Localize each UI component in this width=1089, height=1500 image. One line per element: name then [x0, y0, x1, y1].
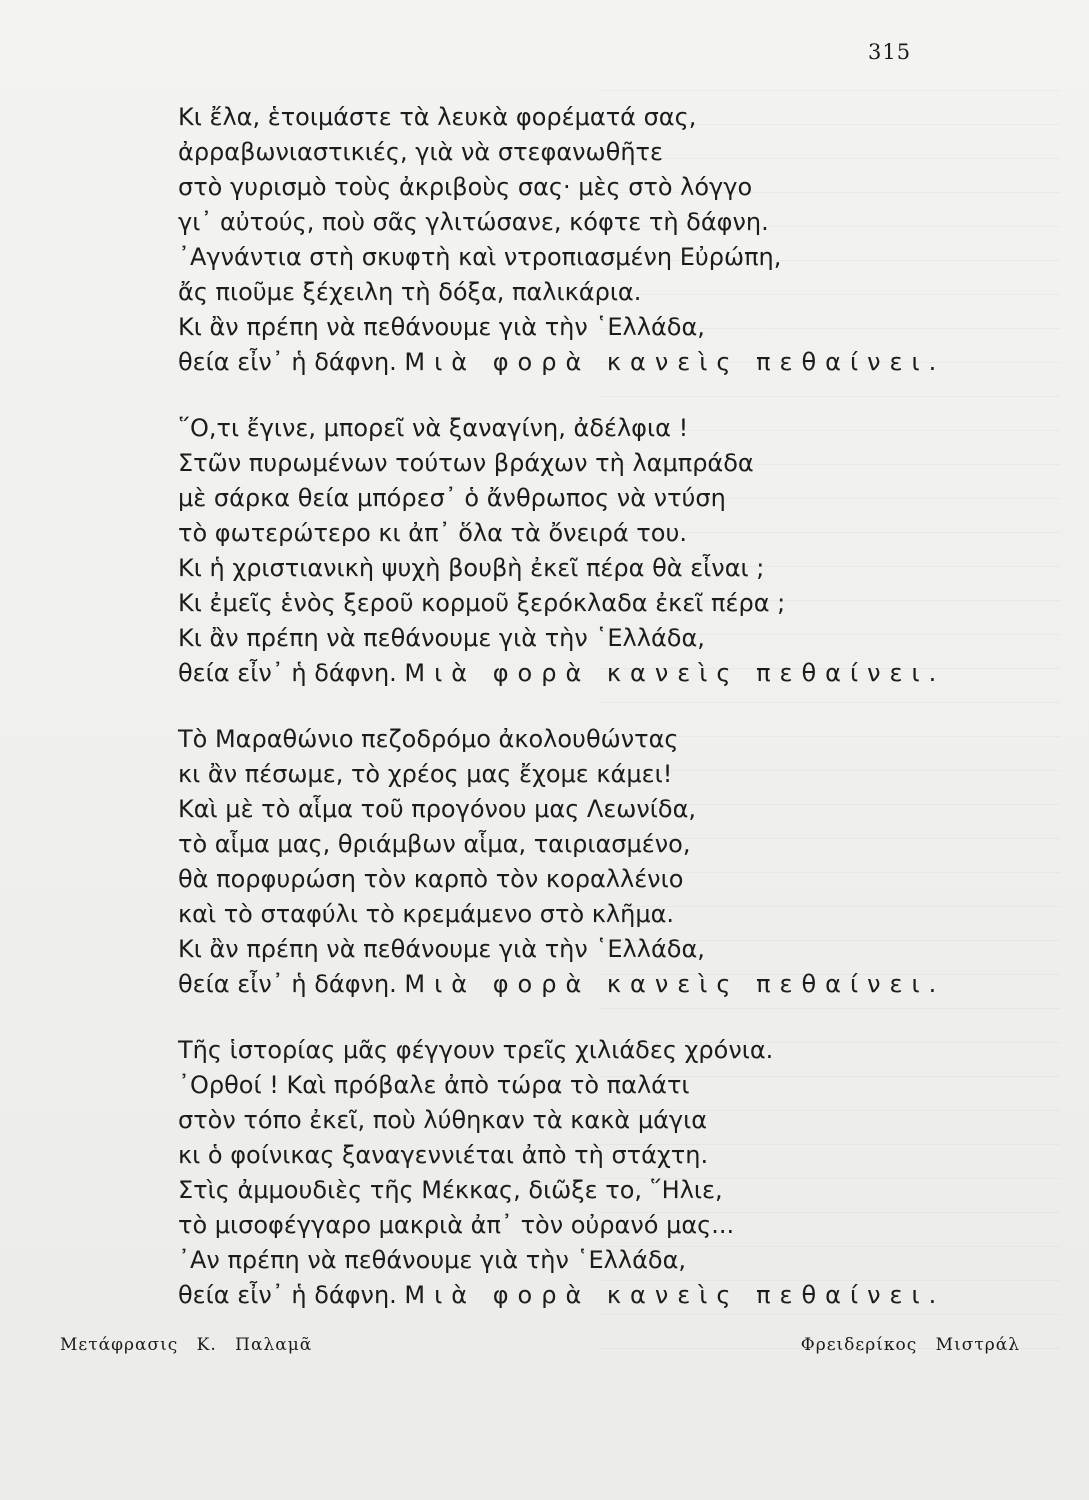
poem-line: ῞Ο,τι ἔγινε, μπορεῖ νὰ ξαναγίνη, ἀδέλφια ! [178, 414, 689, 442]
poem-line: ἀρραβωνιαστικιές, γιὰ νὰ στεφανωθῆτε [178, 138, 663, 166]
refrain-line [178, 967, 946, 1002]
stanza-4 [178, 1033, 946, 1313]
refrain-lead: θεία εἶν᾽ ἡ δάφνη. [178, 348, 397, 376]
poem-line: Κι ἡ χριστιανικὴ ψυχὴ βουβὴ ἐκεῖ πέρα θὰ εἶναι ; [178, 554, 765, 582]
poem-line: τὸ αἷμα μας, θριάμβων αἷμα, ταιριασμένο, [178, 830, 691, 858]
poem [178, 100, 946, 1313]
refrain-tail: Μιὰ φορὰ κανεὶς πεθαίνει. [404, 348, 946, 376]
poem-line: γι᾽ αὐτούς, ποὺ σᾶς γλιτώσανε, κόφτε τὴ δάφνη. [178, 208, 769, 236]
poem-line: Κι ἂν πρέπη νὰ πεθάνουμε γιὰ τὴν ῾Ελλάδα, [178, 624, 705, 652]
poem-line: μὲ σάρκα θεία μπόρεσ᾽ ὁ ἄνθρωπος νὰ ντύση [178, 484, 726, 512]
poem-line: τὸ φωτερώτερο κι ἀπ᾽ ὅλα τὰ ὄνειρά του. [178, 519, 687, 547]
poem-line: στὸν τόπο ἐκεῖ, ποὺ λύθηκαν τὰ κακὰ μάγια [178, 1106, 708, 1134]
translator-credit: Μετάφρασις Κ. Παλαμᾶ [60, 1335, 313, 1355]
refrain-line [178, 1278, 946, 1313]
refrain-tail: Μιὰ φορὰ κανεὶς πεθαίνει. [404, 1281, 946, 1309]
poem-line: Στῶν πυρωμένων τούτων βράχων τὴ λαμπράδα [178, 449, 754, 477]
poem-line: Τῆς ἱστορίας μᾶς φέγγουν τρεῖς χιλιάδες χρόνια. [178, 1036, 774, 1064]
page-number: 315 [868, 40, 912, 64]
stanza-2 [178, 411, 946, 691]
poem-line: Κι ἂν πρέπη νὰ πεθάνουμε γιὰ τὴν ῾Ελλάδα, [178, 935, 705, 963]
poem-line: Στὶς ἀμμουδιὲς τῆς Μέκκας, διῶξε το, ῞Ηλιε, [178, 1176, 723, 1204]
refrain-line [178, 345, 946, 380]
refrain-lead: θεία εἶν᾽ ἡ δάφνη. [178, 659, 397, 687]
poem-line: κι ἂν πέσωμε, τὸ χρέος μας ἔχομε κάμει! [178, 760, 673, 788]
poem-line: ἄς πιοῦμε ξέχειλη τὴ δόξα, παλικάρια. [178, 278, 642, 306]
refrain-tail: Μιὰ φορὰ κανεὶς πεθαίνει. [404, 659, 946, 687]
poem-line: κι ὁ φοίνικας ξαναγεννιέται ἀπὸ τὴ στάχτη. [178, 1141, 709, 1169]
poem-line: στὸ γυρισμὸ τοὺς ἀκριβοὺς σας· μὲς στὸ λόγγο [178, 173, 753, 201]
poem-line: ᾽Αγνάντια στὴ σκυφτὴ καὶ ντροπιασμένη Εὐρώπη, [178, 243, 782, 271]
poem-line: ᾽Ορθοί ! Καὶ πρόβαλε ἀπὸ τώρα τὸ παλάτι [178, 1071, 690, 1099]
refrain-tail: Μιὰ φορὰ κανεὶς πεθαίνει. [404, 970, 946, 998]
poem-line: θὰ πορφυρώση τὸν καρπὸ τὸν κοραλλένιο [178, 865, 684, 893]
refrain-lead: θεία εἶν᾽ ἡ δάφνη. [178, 1281, 397, 1309]
refrain-line [178, 656, 946, 691]
poem-line: Τὸ Μαραθώνιο πεζοδρόμο ἀκολουθώντας [178, 725, 679, 753]
poem-line: Καὶ μὲ τὸ αἷμα τοῦ προγόνου μας Λεωνίδα, [178, 795, 697, 823]
refrain-lead: θεία εἶν᾽ ἡ δάφνη. [178, 970, 397, 998]
poem-line: καὶ τὸ σταφύλι τὸ κρεμάμενο στὸ κλῆμα. [178, 900, 675, 928]
stanza-1 [178, 100, 946, 380]
poem-line: Κι ἔλα, ἑτοιμάστε τὰ λευκὰ φορέματά σας, [178, 103, 697, 131]
poem-line: τὸ μισοφέγγαρο μακριὰ ἀπ᾽ τὸν οὐρανό μας... [178, 1211, 735, 1239]
credits [60, 1335, 1020, 1365]
stanza-3 [178, 722, 946, 1002]
poem-line: Κι ἐμεῖς ἑνὸς ξεροῦ κορμοῦ ξερόκλαδα ἐκεῖ πέρα ; [178, 589, 786, 617]
poem-line: Κι ἂν πρέπη νὰ πεθάνουμε γιὰ τὴν ῾Ελλάδα, [178, 313, 705, 341]
poem-line: ᾽Αν πρέπη νὰ πεθάνουμε γιὰ τὴν ῾Ελλάδα, [178, 1246, 687, 1274]
author-credit: Φρειδερίκος Μιστράλ [800, 1335, 1020, 1355]
